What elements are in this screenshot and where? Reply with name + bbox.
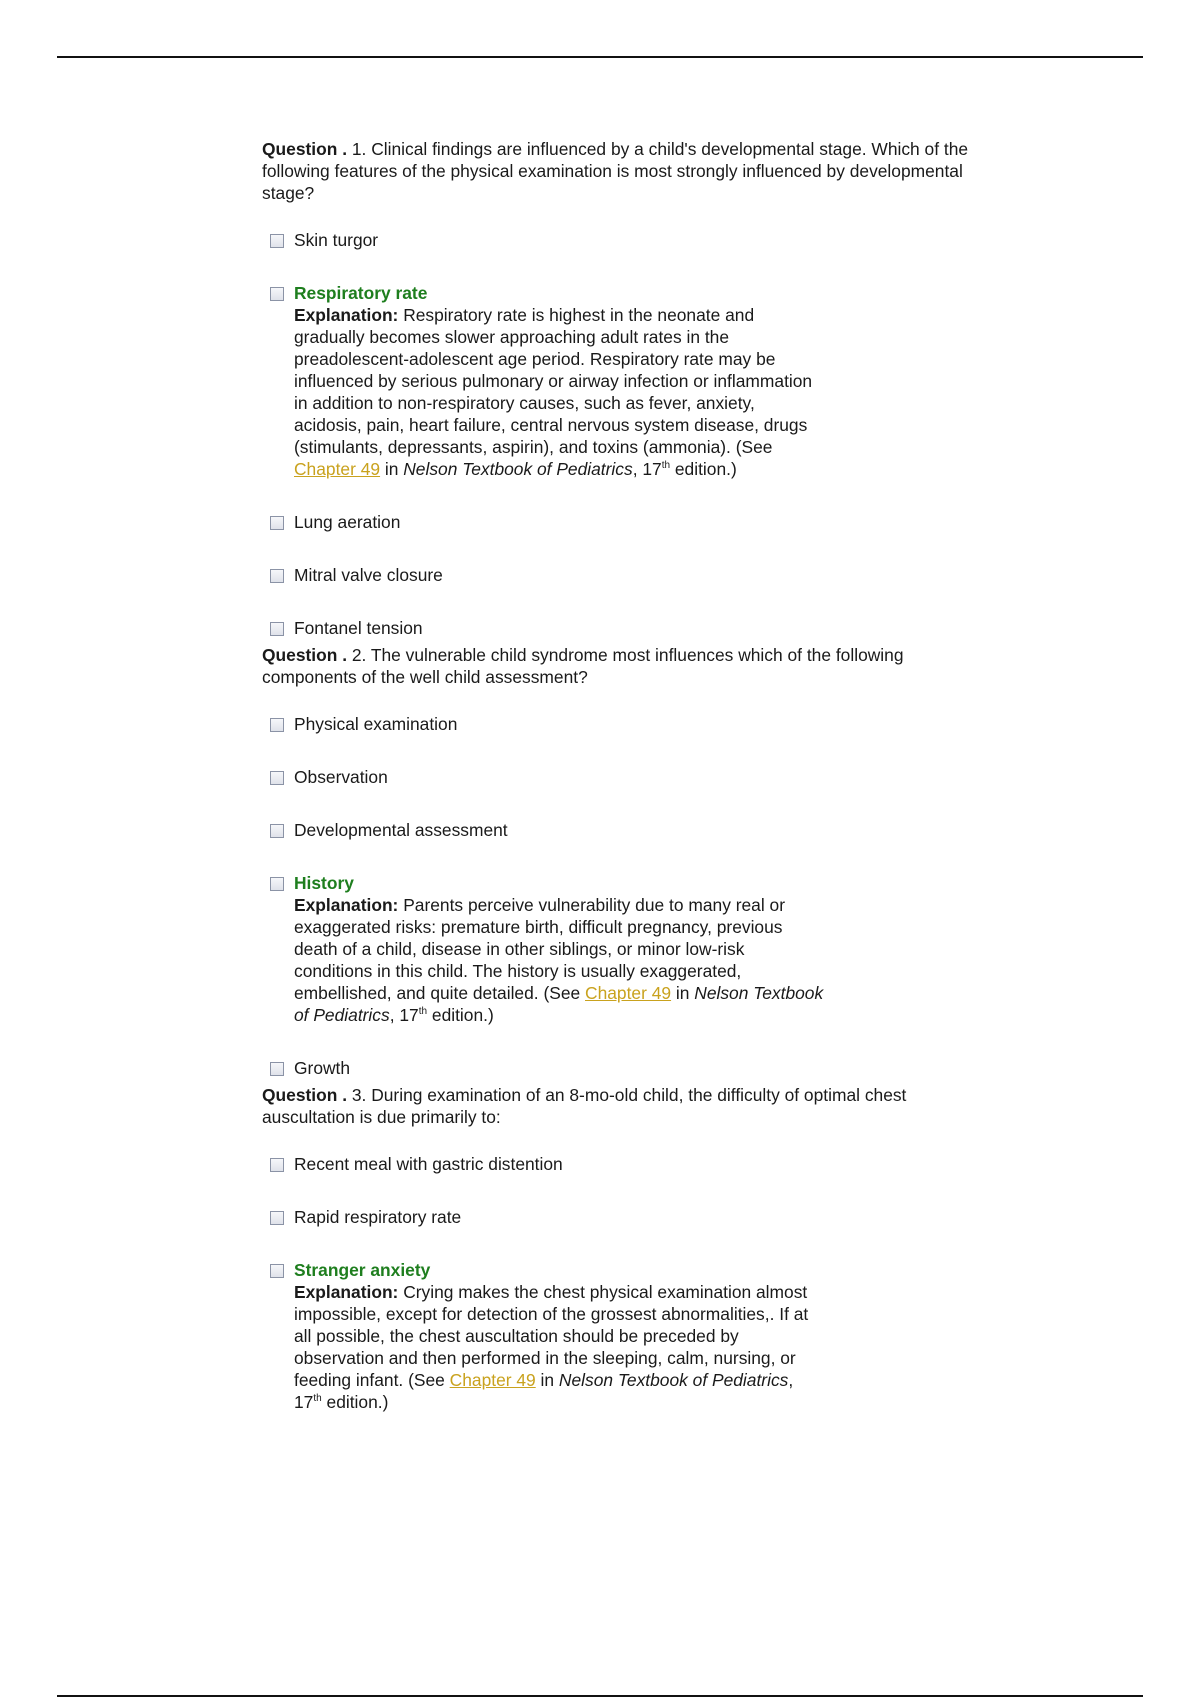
answer-checkbox[interactable]	[270, 287, 284, 301]
answer-checkbox[interactable]	[270, 234, 284, 248]
top-rule	[57, 56, 1143, 58]
explanation-label: Explanation:	[294, 305, 399, 325]
explanation	[294, 894, 824, 1026]
answer-checkbox[interactable]	[270, 718, 284, 732]
explanation-label: Explanation:	[294, 895, 399, 915]
question-block	[262, 1084, 982, 1418]
question-block	[262, 644, 982, 1084]
answer-text: Observation	[294, 767, 388, 787]
answer-checkbox[interactable]	[270, 771, 284, 785]
question-label: Question .	[262, 645, 348, 665]
quiz-content	[262, 138, 982, 1418]
question-body: 1. Clinical findings are influenced by a child's developmental stage. Which of the following features of the physical examination is most strongly influenced by developmental stage?	[262, 139, 969, 203]
edition-superscript: th	[418, 1006, 428, 1018]
edition-end: edition.)	[427, 1005, 494, 1025]
option-body	[294, 819, 824, 841]
answer-option[interactable]	[262, 229, 982, 251]
option-body	[294, 1057, 824, 1079]
answer-option[interactable]	[262, 1153, 982, 1175]
explanation-label: Explanation:	[294, 1282, 399, 1302]
edition-text: , 17	[389, 1005, 419, 1025]
answer-option[interactable]	[262, 1259, 982, 1413]
answer-option[interactable]	[262, 766, 982, 788]
chapter-link[interactable]: Chapter 49	[294, 459, 381, 479]
correct-answer-text: History	[294, 873, 354, 893]
explanation	[294, 1281, 824, 1413]
answer-option[interactable]	[262, 1206, 982, 1228]
option-body	[294, 872, 824, 1026]
answer-text: Rapid respiratory rate	[294, 1207, 462, 1227]
explanation-connector: in	[380, 459, 404, 479]
option-body	[294, 1259, 824, 1413]
answer-text: Growth	[294, 1058, 351, 1078]
answer-checkbox[interactable]	[270, 1062, 284, 1076]
answer-checkbox[interactable]	[270, 824, 284, 838]
option-body	[294, 511, 824, 533]
option-body	[294, 564, 824, 586]
question-block	[262, 138, 982, 644]
option-body	[294, 1153, 824, 1175]
question-body: 3. During examination of an 8-mo-old child, the difficulty of optimal chest auscultation is due primarily to:	[262, 1085, 907, 1127]
bottom-rule	[57, 1695, 1143, 1697]
answer-options	[262, 1153, 982, 1418]
answer-text: Physical examination	[294, 714, 458, 734]
option-body	[294, 713, 824, 735]
answer-checkbox[interactable]	[270, 622, 284, 636]
question-text	[262, 138, 982, 204]
book-title: Nelson Textbook of Pediatrics	[403, 459, 633, 479]
correct-answer-text: Respiratory rate	[294, 283, 428, 303]
answer-options	[262, 229, 982, 644]
answer-options	[262, 713, 982, 1084]
answer-text: Fontanel tension	[294, 618, 423, 638]
answer-option[interactable]	[262, 511, 982, 533]
book-title: Nelson Textbook of Pediatrics	[294, 983, 824, 1025]
answer-checkbox[interactable]	[270, 1158, 284, 1172]
answer-text: Recent meal with gastric distention	[294, 1154, 563, 1174]
answer-checkbox[interactable]	[270, 1211, 284, 1225]
explanation	[294, 304, 824, 480]
answer-text: Mitral valve closure	[294, 565, 443, 585]
edition-end: edition.)	[321, 1392, 389, 1412]
edition-superscript: th	[661, 460, 671, 472]
book-title: Nelson Textbook of Pediatrics	[558, 1370, 789, 1390]
explanation-text: Parents perceive vulnerability due to many real or exaggerated risks: premature birth, difficult pregnancy, previous death of a child, disease in other siblings, or minor low-risk conditions in this child. The history is usually exaggerated, embellished, and quite detailed. (See	[294, 895, 786, 1003]
chapter-link[interactable]: Chapter 49	[449, 1370, 536, 1390]
option-body	[294, 1206, 824, 1228]
explanation-text: Respiratory rate is highest in the neonate and gradually becomes slower approaching adult rates in the preadolescent-adolescent age period. Respiratory rate may be influenced by serious pulmonary or airway infection or inflammation in addition to non-respiratory causes, such as fever, anxiety, acidosis, pain, heart failure, central nervous system disease, drugs (stimulants, depressants, aspirin), and toxins (ammonia). (See	[294, 305, 813, 457]
option-body	[294, 766, 824, 788]
answer-checkbox[interactable]	[270, 516, 284, 530]
answer-option[interactable]	[262, 872, 982, 1026]
edition-superscript: th	[313, 1393, 322, 1405]
answer-option[interactable]	[262, 819, 982, 841]
answer-text: Lung aeration	[294, 512, 401, 532]
chapter-link[interactable]: Chapter 49	[585, 983, 672, 1003]
option-body	[294, 617, 824, 639]
option-body	[294, 282, 824, 480]
answer-option[interactable]	[262, 1057, 982, 1079]
answer-option[interactable]	[262, 713, 982, 735]
answer-option[interactable]	[262, 282, 982, 480]
question-label: Question .	[262, 139, 348, 159]
answer-text: Developmental assessment	[294, 820, 508, 840]
edition-text: , 17	[294, 1370, 794, 1412]
edition-end: edition.)	[670, 459, 737, 479]
question-text	[262, 644, 982, 688]
option-body	[294, 229, 824, 251]
explanation-text: Crying makes the chest physical examination almost impossible, except for detection of the grossest abnormalities,. If at all possible, the chest auscultation should be preceded by observation and then performed in the sleeping, calm, nursing, or feeding infant. (See	[294, 1282, 809, 1390]
answer-checkbox[interactable]	[270, 1264, 284, 1278]
answer-checkbox[interactable]	[270, 569, 284, 583]
answer-option[interactable]	[262, 564, 982, 586]
explanation-connector: in	[535, 1370, 559, 1390]
answer-checkbox[interactable]	[270, 877, 284, 891]
explanation-connector: in	[671, 983, 695, 1003]
answer-text: Skin turgor	[294, 230, 379, 250]
question-text	[262, 1084, 982, 1128]
answer-option[interactable]	[262, 617, 982, 639]
edition-text: , 17	[632, 459, 662, 479]
question-label: Question .	[262, 1085, 348, 1105]
correct-answer-text: Stranger anxiety	[294, 1260, 431, 1280]
question-body: 2. The vulnerable child syndrome most influences which of the following components of the well child assessment?	[262, 645, 904, 687]
